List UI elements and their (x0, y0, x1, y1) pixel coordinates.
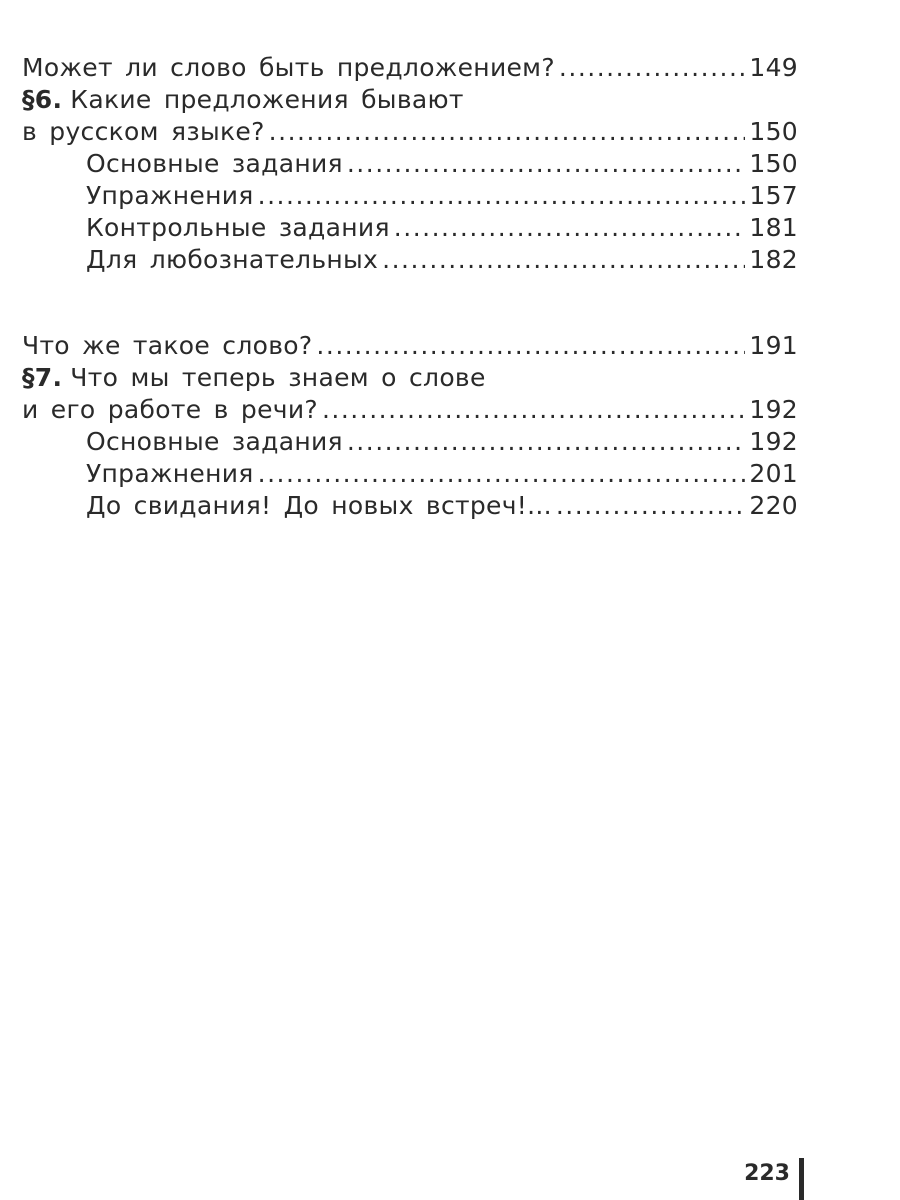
dot-leader (559, 52, 745, 84)
toc-subentry-page: 181 (749, 213, 798, 242)
dot-leader (347, 148, 746, 180)
table-of-contents (22, 52, 798, 522)
dot-leader (258, 458, 746, 490)
toc-subentry (22, 212, 798, 244)
toc-subentry (22, 180, 798, 212)
dot-leader (269, 116, 746, 148)
dot-leader (316, 330, 745, 362)
dot-leader (258, 180, 746, 212)
page-edge-bar (799, 1158, 804, 1200)
toc-subentry-title: Контрольные задания (86, 213, 390, 242)
toc-subentry-page: 192 (749, 427, 798, 456)
toc-subentry-title: Основные задания (86, 427, 343, 456)
section-title-line1: Какие предложения бывают (70, 85, 464, 114)
section-number: §6. (22, 85, 63, 114)
section-title-line2: и его работе в речи? (22, 395, 318, 424)
section-number: §7. (22, 363, 63, 392)
toc-subentry (22, 490, 798, 522)
toc-subentry-page: 182 (749, 245, 798, 274)
toc-entry-page: 191 (749, 331, 798, 360)
toc-entry (22, 52, 798, 84)
toc-entry (22, 330, 798, 362)
toc-subentry-page: 157 (749, 181, 798, 210)
toc-entry-page: 149 (749, 53, 798, 82)
toc-subentry (22, 458, 798, 490)
toc-entry-page: 150 (749, 117, 798, 146)
toc-entry (22, 394, 798, 426)
toc-subentry (22, 426, 798, 458)
toc-entry-title: Что же такое слово? (22, 331, 313, 360)
toc-entry (22, 116, 798, 148)
toc-subentry-page: 150 (749, 149, 798, 178)
dot-leader (382, 244, 745, 276)
toc-entry-title: Может ли слово быть предложением? (22, 53, 555, 82)
section-heading (22, 362, 798, 394)
toc-subentry-title: До свидания! До новых встреч!... (86, 491, 552, 520)
toc-subentry-title: Основные задания (86, 149, 343, 178)
toc-subentry-title: Для любознательных (86, 245, 379, 274)
toc-entry-page: 192 (749, 395, 798, 424)
section-title-line1: Что мы теперь знаем о слове (70, 363, 486, 392)
toc-subentry-title: Упражнения (86, 459, 254, 488)
toc-subentry-title: Упражнения (86, 181, 254, 210)
toc-subentry-page: 201 (749, 459, 798, 488)
dot-leader (556, 490, 746, 522)
toc-subentry (22, 148, 798, 180)
toc-subentry (22, 244, 798, 276)
dot-leader (347, 426, 746, 458)
dot-leader (394, 212, 746, 244)
dot-leader (322, 394, 745, 426)
page-number: 223 (744, 1161, 790, 1186)
section-heading (22, 84, 798, 116)
section-title-line2: в русском языке? (22, 117, 265, 146)
toc-subentry-page: 220 (749, 491, 798, 520)
